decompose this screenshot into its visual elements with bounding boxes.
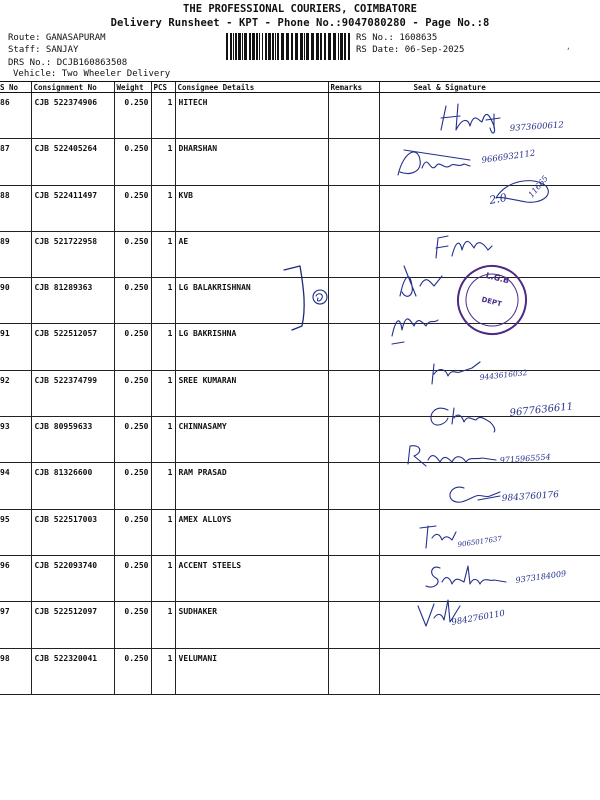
weight: 0.250 (114, 509, 151, 555)
table-row (0, 185, 600, 231)
consignee-name: LG BAKRISHNA (175, 324, 328, 370)
consignee-name: HITECH (175, 93, 328, 139)
consignee-name: VELUMANI (175, 648, 328, 694)
pcs: 1 (151, 463, 175, 509)
consignee-name: ACCENT STEELS (175, 555, 328, 601)
consignment-number: CJB 81326600 (31, 463, 114, 509)
seal-cell (379, 463, 600, 509)
table-row (0, 602, 600, 648)
table-row (0, 324, 600, 370)
seal-cell (379, 185, 600, 231)
column-header-seal: Seal & Signature (379, 82, 600, 93)
consignment-number: CJB 80959633 (31, 417, 114, 463)
weight: 0.250 (114, 417, 151, 463)
handwritten-phone-97: 9373184009 (515, 568, 567, 585)
sno: 91 (0, 324, 31, 370)
consignee-name: AMEX ALLOYS (175, 509, 328, 555)
pcs: 1 (151, 370, 175, 416)
weight: 0.250 (114, 602, 151, 648)
runsheet-subtitle: Delivery Runsheet - KPT - Phone No.:9047080280 - Page No.:8 (110, 17, 490, 29)
consignment-number: CJB 522374799 (31, 370, 114, 416)
seal-cell (379, 139, 600, 185)
pcs: 1 (151, 417, 175, 463)
pcs: 1 (151, 648, 175, 694)
remarks-cell (328, 278, 379, 324)
handwritten-phone-96: 9065017637 (457, 534, 503, 549)
pcs: 1 (151, 602, 175, 648)
weight: 0.250 (114, 555, 151, 601)
staff-label: Staff: SANJAY (8, 45, 79, 55)
rs-number: RS No.: 1608635 (356, 33, 438, 43)
table-row (0, 555, 600, 601)
vehicle-label: Vehicle: Two Wheeler Delivery (13, 69, 171, 79)
pcs: 1 (151, 185, 175, 231)
consignment-number: CJB 522374906 (31, 93, 114, 139)
remarks-cell (328, 231, 379, 277)
stamp-text: L.G.B (484, 270, 511, 286)
seal-cell (379, 602, 600, 648)
weight: 0.250 (114, 370, 151, 416)
table-row (0, 231, 600, 277)
column-header-consignee: Consignee Details (175, 82, 328, 93)
weight: 0.250 (114, 648, 151, 694)
consignee-name: CHINNASAMY (175, 417, 328, 463)
route-label: Route: GANASAPURAM (8, 33, 106, 43)
remarks-cell (328, 185, 379, 231)
sno: 95 (0, 509, 31, 555)
sno: 87 (0, 139, 31, 185)
pcs: 1 (151, 555, 175, 601)
column-header-consignment: Consignment No (31, 82, 114, 93)
seal-cell (379, 231, 600, 277)
handwritten-phone-92: 9443616032 (479, 368, 528, 382)
handwritten-phone-86: 9373600612 (509, 120, 565, 134)
weight: 0.250 (114, 278, 151, 324)
handwritten-phone-95: 9843760176 (501, 490, 560, 504)
consignee-name: SREE KUMARAN (175, 370, 328, 416)
sno: 97 (0, 602, 31, 648)
remarks-cell (328, 139, 379, 185)
sno: 92 (0, 370, 31, 416)
sno: 88 (0, 185, 31, 231)
seal-cell (379, 93, 600, 139)
seal-cell (379, 509, 600, 555)
column-header-remarks: Remarks (328, 82, 379, 93)
seal-cell (379, 555, 600, 601)
remarks-cell (328, 417, 379, 463)
consignee-name: AE (175, 231, 328, 277)
column-header-sno: S No (0, 82, 31, 93)
consignment-number: CJB 522411497 (31, 185, 114, 231)
table-row (0, 509, 600, 555)
sno: 96 (0, 555, 31, 601)
margin-tick-mark: , (566, 42, 571, 51)
seal-cell (379, 370, 600, 416)
rs-date: RS Date: 06-Sep-2025 (356, 45, 465, 55)
column-header-pcs: PCS (151, 82, 175, 93)
seal-cell (379, 324, 600, 370)
weight: 0.250 (114, 324, 151, 370)
pcs: 1 (151, 93, 175, 139)
consignment-number: CJB 522405264 (31, 139, 114, 185)
weight: 0.250 (114, 139, 151, 185)
weight: 0.250 (114, 463, 151, 509)
seal-cell (379, 648, 600, 694)
page-title: THE PROFESSIONAL COURIERS, COIMBATORE (183, 3, 417, 15)
handwritten-phone-94: 9715965554 (499, 452, 551, 465)
consignment-number: CJB 522512057 (31, 324, 114, 370)
handwritten-note-88: 2.0 (488, 191, 508, 207)
consignment-number: CJB 81289363 (31, 278, 114, 324)
remarks-cell (328, 93, 379, 139)
remarks-cell (328, 463, 379, 509)
remarks-cell (328, 370, 379, 416)
sno: 90 (0, 278, 31, 324)
handwritten-phone-88: 11665 (526, 174, 550, 200)
table-row (0, 463, 600, 509)
table-row (0, 93, 600, 139)
remarks-cell (328, 602, 379, 648)
consignment-number: CJB 522512097 (31, 602, 114, 648)
remarks-cell (328, 648, 379, 694)
handwritten-phone-93: 9677636611 (509, 401, 574, 419)
seal-cell (379, 417, 600, 463)
consignee-name: KVB (175, 185, 328, 231)
pcs: 1 (151, 324, 175, 370)
pcs: 1 (151, 139, 175, 185)
consignment-number: CJB 522517003 (31, 509, 114, 555)
table-row (0, 278, 600, 324)
consignment-number: CJB 522093740 (31, 555, 114, 601)
table-header-row (0, 82, 600, 93)
runsheet-table (0, 81, 600, 695)
weight: 0.250 (114, 93, 151, 139)
handwritten-phone-87: 9666932112 (481, 148, 536, 166)
barcode (226, 33, 352, 60)
consignment-number: CJB 522320041 (31, 648, 114, 694)
sno: 98 (0, 648, 31, 694)
sno: 89 (0, 231, 31, 277)
handwritten-phone-98: 9842760110 (450, 608, 506, 628)
table-row (0, 648, 600, 694)
table-row (0, 370, 600, 416)
consignment-number: CJB 521722958 (31, 231, 114, 277)
pcs: 1 (151, 509, 175, 555)
remarks-cell (328, 324, 379, 370)
column-header-weight: Weight (114, 82, 151, 93)
drs-number: DRS No.: DCJB160863508 (8, 58, 128, 68)
weight: 0.250 (114, 231, 151, 277)
seal-cell (379, 278, 600, 324)
consignee-name: LG BALAKRISHNAN (175, 278, 328, 324)
sno: 94 (0, 463, 31, 509)
remarks-cell (328, 555, 379, 601)
pcs: 1 (151, 278, 175, 324)
consignee-name: RAM PRASAD (175, 463, 328, 509)
consignee-name: SUDHAKER (175, 602, 328, 648)
stamp-text-dept: DEPT (480, 295, 503, 309)
sno: 86 (0, 93, 31, 139)
pcs: 1 (151, 231, 175, 277)
sno: 93 (0, 417, 31, 463)
table-row (0, 139, 600, 185)
remarks-cell (328, 509, 379, 555)
table-row (0, 417, 600, 463)
consignee-name: DHARSHAN (175, 139, 328, 185)
weight: 0.250 (114, 185, 151, 231)
